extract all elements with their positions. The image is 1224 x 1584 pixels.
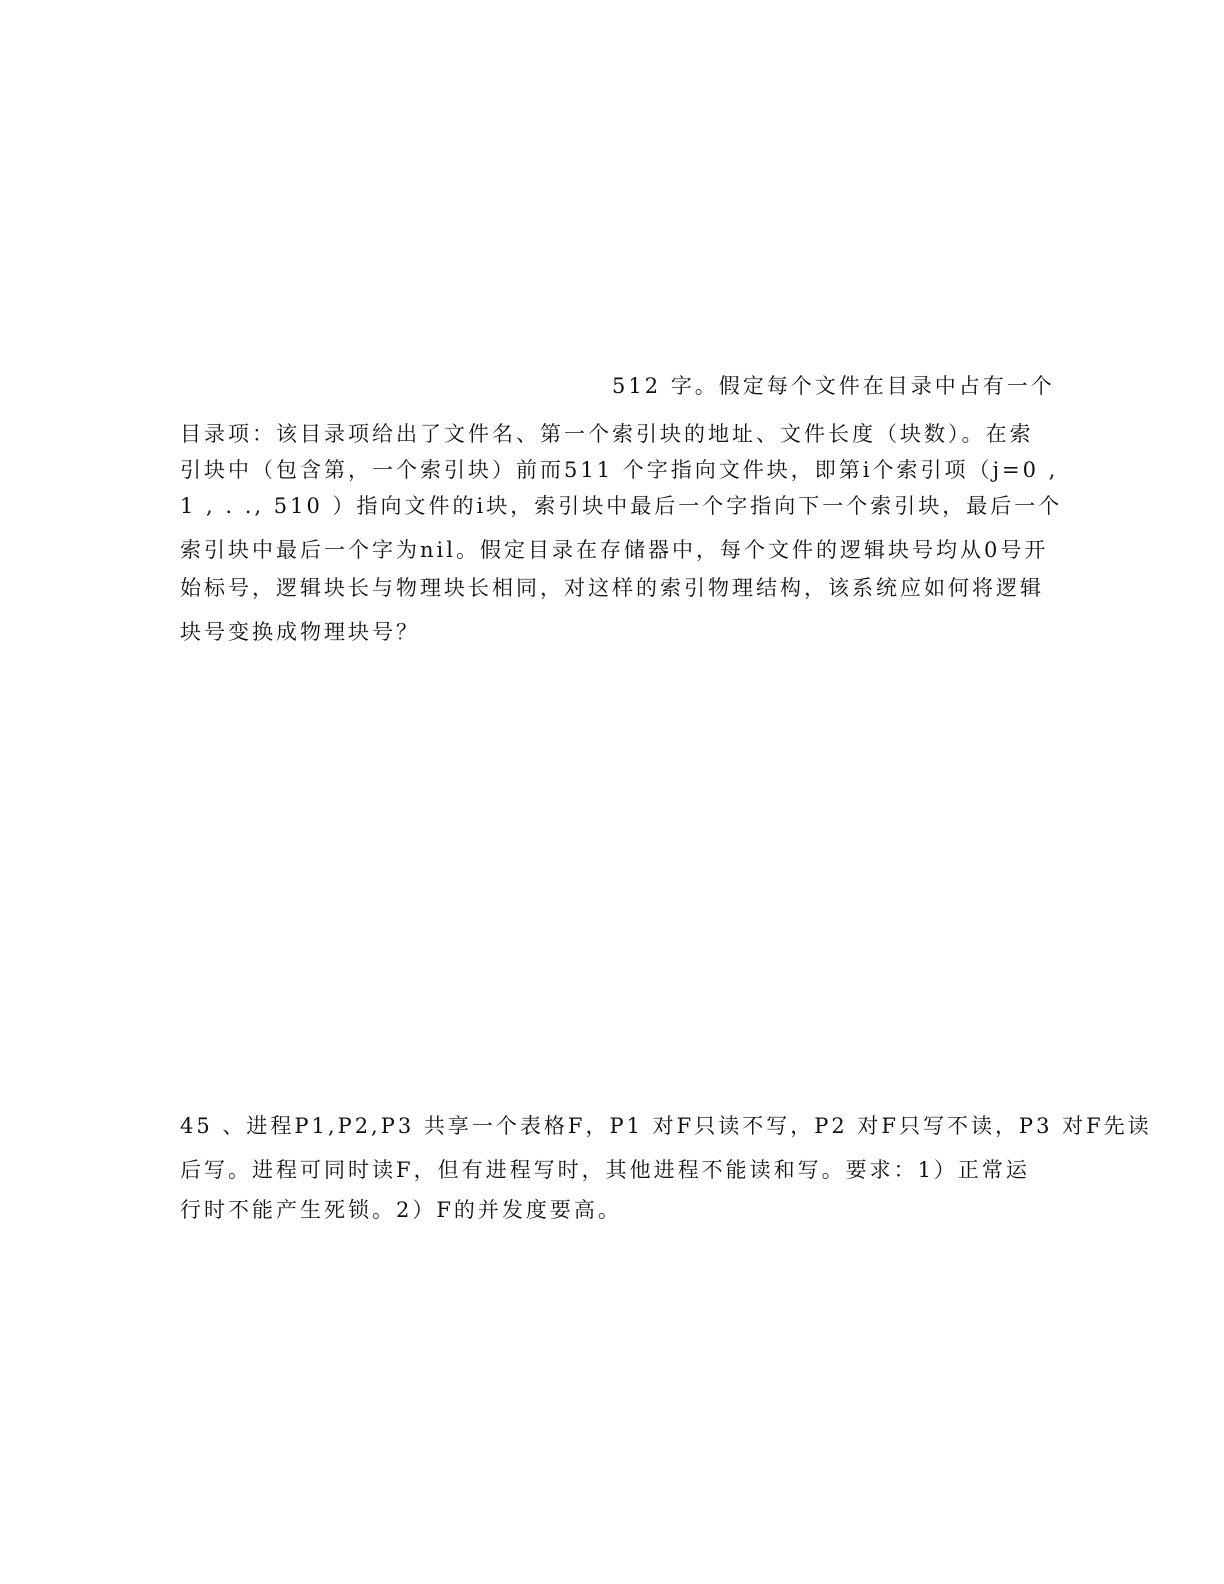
paragraph-line: 1 , . ., 510 ）指向文件的i块，索引块中最后一个字指向下一个索引块，最后一个 <box>180 494 1063 518</box>
paragraph-line: 512 字。假定每个文件在目录中占有一个 <box>612 374 1055 398</box>
paragraph-line: 后写。进程可同时读F，但有进程写时，其他进程不能读和写。要求：1）正常运 <box>180 1158 1030 1182</box>
paragraph-line: 45 、进程P1,P2,P3 共享一个表格F，P1 对F只读不写，P2 对F只写不读，P3 对F先读 <box>180 1114 1152 1138</box>
paragraph-line: 目录项：该目录项给出了文件名、第一个索引块的地址、文件长度（块数）。在索 <box>180 422 1034 446</box>
paragraph-line: 行时不能产生死锁。2）F的并发度要高。 <box>180 1198 622 1222</box>
paragraph-line: 块号变换成物理块号？ <box>180 620 420 644</box>
paragraph-line: 引块中（包含第，一个索引块）前而511 个字指向文件块，即第i个索引项（j=0 , <box>180 458 1059 482</box>
paragraph-line: 索引块中最后一个字为nil。假定目录在存储器中，每个文件的逻辑块号均从0号开 <box>180 538 1049 562</box>
paragraph-line: 始标号，逻辑块长与物理块长相同，对这样的索引物理结构，该系统应如何将逻辑 <box>180 576 1044 600</box>
